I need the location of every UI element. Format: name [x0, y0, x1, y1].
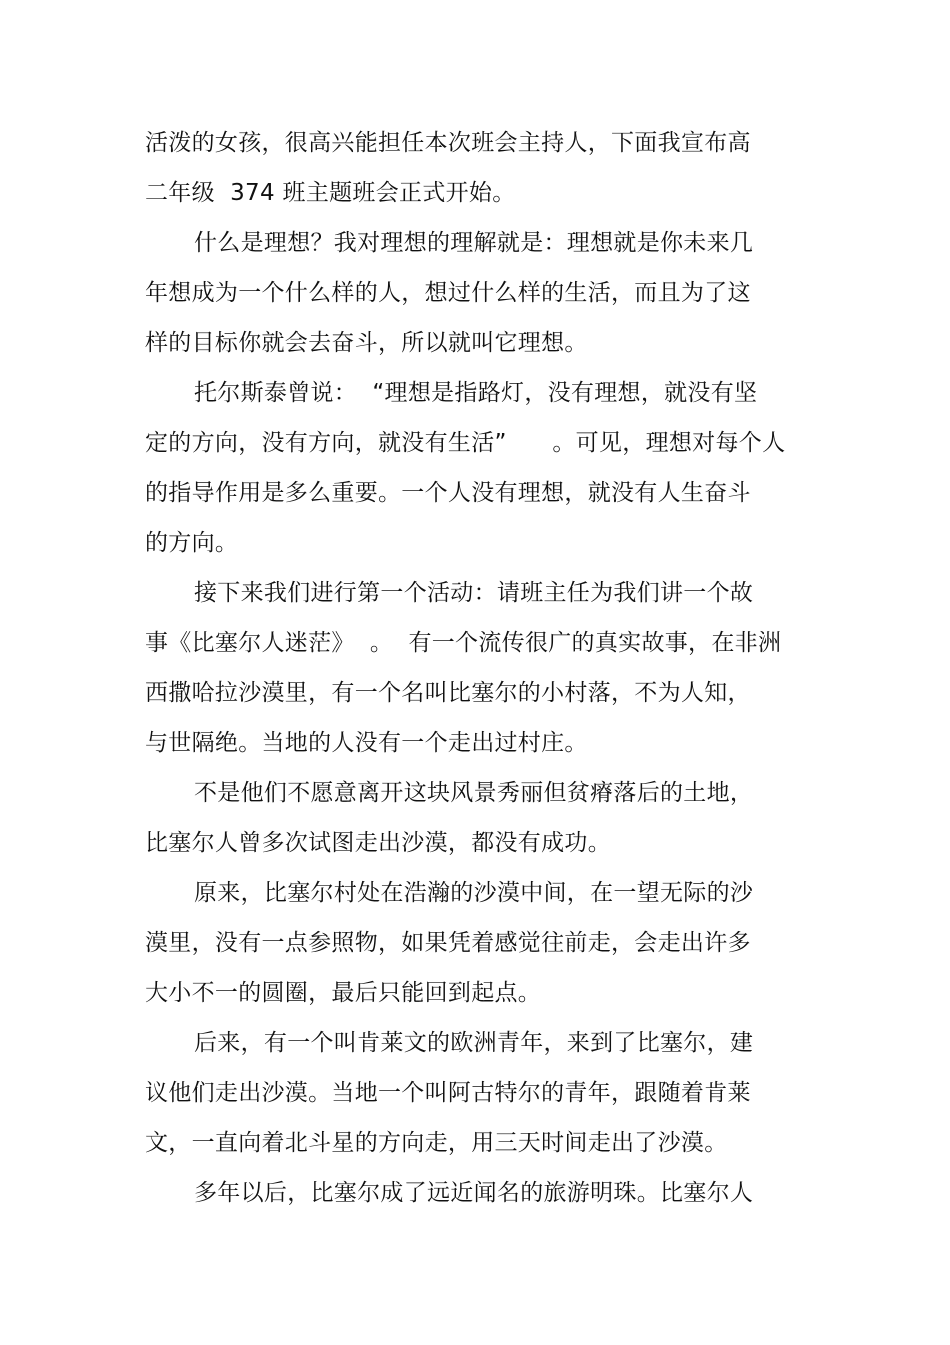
text-line: 事《比塞尔人迷茫》 。 有一个流传很广的真实故事，在非洲 [145, 630, 782, 656]
text-line: 原来，比塞尔村处在浩瀚的沙漠中间，在一望无际的沙 [194, 880, 754, 906]
text-line: 年想成为一个什么样的人，想过什么样的生活，而且为了这 [145, 280, 751, 306]
text-line: 漠里，没有一点参照物，如果凭着感觉往前走，会走出许多 [145, 930, 751, 956]
text-line: 大小不一的圆圈，最后只能回到起点。 [145, 980, 542, 1006]
text-line: 定的方向，没有方向，就没有生活” 。可见，理想对每个人 [145, 430, 786, 456]
text-line: 后来，有一个叫肯莱文的欧洲青年，来到了比塞尔，建 [194, 1030, 754, 1056]
text-line: 比塞尔人曾多次试图走出沙漠，都没有成功。 [145, 830, 611, 856]
text-line: 托尔斯泰曾说： “理想是指路灯，没有理想，就没有坚 [194, 380, 758, 406]
text-line: 议他们走出沙漠。当地一个叫阿古特尔的青年，跟随着肯莱 [145, 1080, 751, 1106]
text-line: 样的目标你就会去奋斗，所以就叫它理想。 [145, 330, 588, 356]
text-line: 多年以后，比塞尔成了远近闻名的旅游明珠。比塞尔人 [194, 1180, 754, 1206]
text-line: 西撒哈拉沙漠里，有一个名叫比塞尔的小村落，不为人知， [145, 680, 751, 706]
text-line: 的指导作用是多么重要。一个人没有理想，就没有人生奋斗 [145, 480, 751, 506]
text-line: 什么是理想？我对理想的理解就是：理想就是你未来几 [194, 230, 754, 256]
text-line: 活泼的女孩，很高兴能担任本次班会主持人，下面我宣布高 [145, 130, 751, 156]
text-line: 与世隔绝。当地的人没有一个走出过村庄。 [145, 730, 588, 756]
text-line: 不是他们不愿意离开这块风景秀丽但贫瘠落后的土地， [194, 780, 754, 806]
text-line: 接下来我们进行第一个活动：请班主任为我们讲一个故 [194, 580, 754, 606]
text-line: 的方向。 [145, 530, 239, 556]
text-line: 文，一直向着北斗星的方向走，用三天时间走出了沙漠。 [145, 1130, 728, 1156]
text-line: 二年级 374 班主题班会正式开始。 [145, 180, 516, 206]
